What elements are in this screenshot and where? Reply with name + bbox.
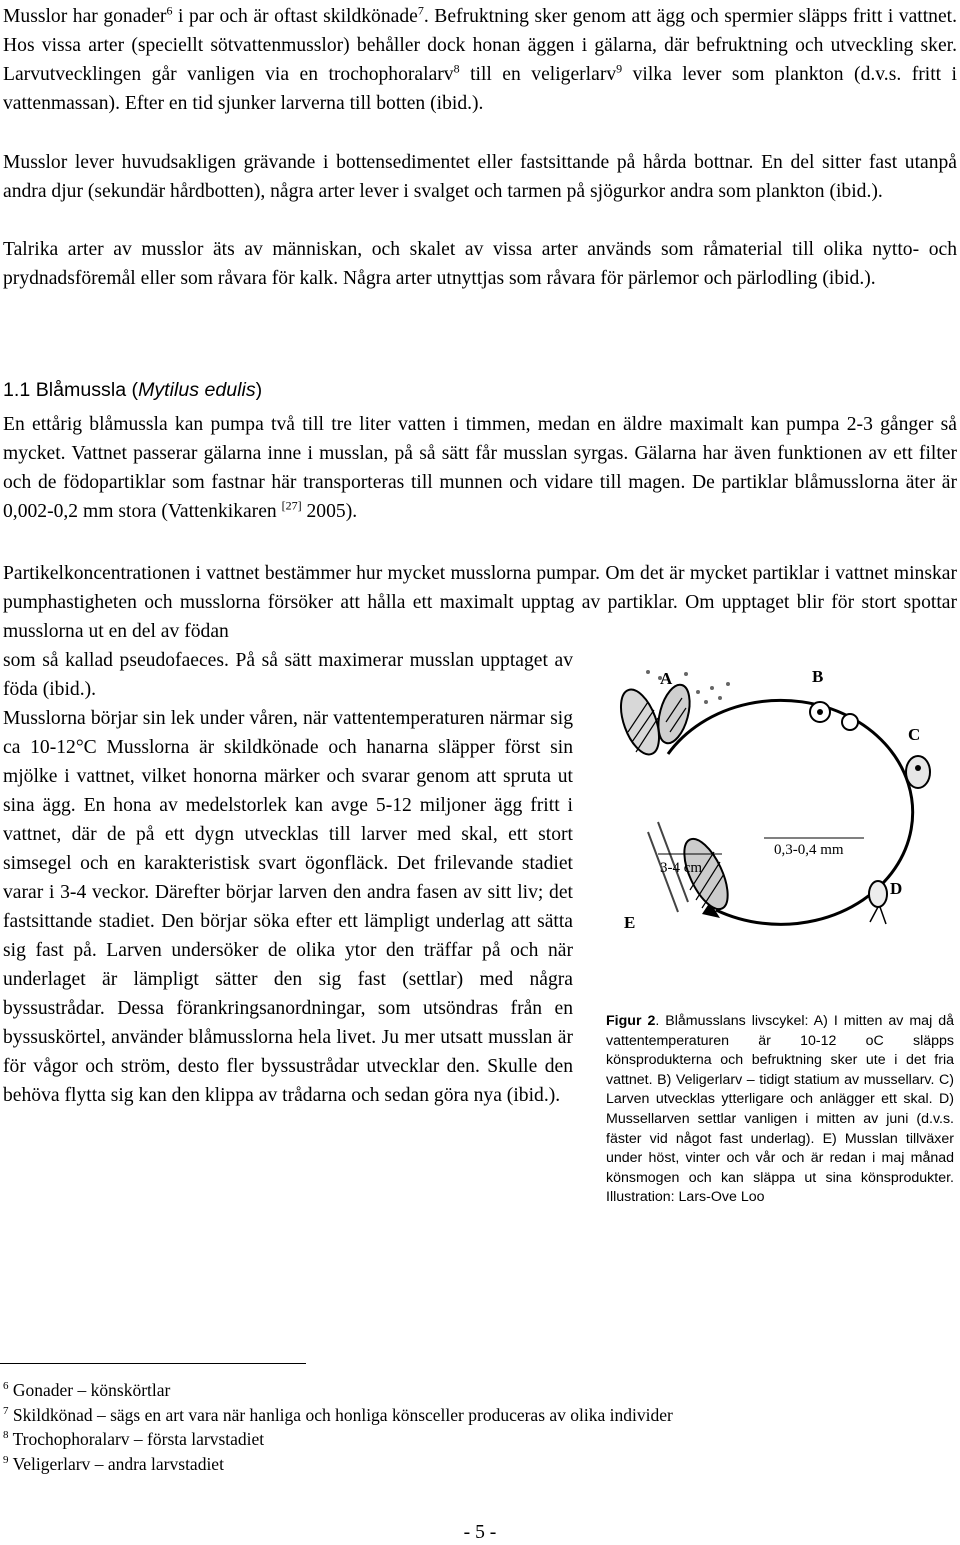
section-number: 1.1 <box>3 379 31 401</box>
footnote-ref-6[interactable]: 6 <box>166 3 173 18</box>
stage-b-veliger-icon <box>810 702 858 730</box>
figure-caption-label: Figur 2 <box>606 1013 656 1029</box>
footnote-6: $^6$ Gonader – könskörtlar <box>3 1380 171 1400</box>
label-d: D <box>890 879 903 898</box>
size-label-larva: 0,3-0,4 mm <box>774 842 844 858</box>
label-e: E <box>624 913 636 932</box>
life-cycle-figure <box>588 662 960 962</box>
footnote-7: $^7$ Skildkönad – sägs en art vara när hanliga och honliga könsceller produceras av olika individer <box>3 1404 673 1425</box>
label-b: B <box>812 667 824 686</box>
section-title: Blåmussla (Mytilus edulis) <box>35 379 263 401</box>
figure-caption: Figur 2. Blåmusslans livscykel: A) I mitten av maj då vattentemperaturen är 10-12 oC släpps könsprodukterna och befruktning sker ute i det fria vattnet. B) Veligerlarv – tidigt statium av mussellarv. C) Larven utvecklas ytterligare och anlägger ett skal. D) Mussellarven settlar vanligen i mitten av juni (d.v.s. fäster vid något fast underlag). E) Musslan tillväxer under höst, vinter och vår och är redan i maj månad könsmogen och kan släppa ut sina könsprodukter. Illustration: Lars-Ove Loo <box>606 1013 954 1206</box>
size-label-adult: 3-4 cm <box>660 860 703 876</box>
paragraph-habitat: Musslor lever huvudsakligen grävande i bottensedimentet eller fastsittande på hårda bottnar. En del sitter fast utanpå andra djur (sekundär hårdbotten), några arter lever i svalget och tarmen på sjögurkor andra som plankton (ibid.). <box>3 152 957 202</box>
label-c: C <box>908 725 921 744</box>
footnote-divider <box>0 1363 306 1364</box>
reference-27[interactable]: [27] <box>281 498 302 513</box>
paragraph-particles-continued: som så kallad pseudofaeces. På så sätt maximerar musslan upptaget av föda (ibid.). <box>3 650 573 700</box>
paragraph-pumping: En ettårig blåmussla kan pumpa två till tre liter vatten i timmen, medan en äldre maximalt kan pumpa 2-3 gånger så mycket. Vattnet passerar gälarna inne i musslan, på så sätt får musslan syrgas. Gälarna har även funktionen av ett filter och de födopartiklar som fastnar här transporteras till munnen och vidare till magen. De partiklar blåmusslorna äter är 0,002-0,2 mm stora (Vattenkikaren [27] 2005). <box>3 414 957 522</box>
life-cycle-illustration <box>588 662 960 962</box>
footnote-8: $^8$ Trochophoralarv – första larvstadiet <box>3 1429 265 1449</box>
footnote-ref-7[interactable]: 7 <box>417 3 424 18</box>
page-number: - 5 - <box>463 1522 497 1543</box>
stage-d-settled-larva-icon <box>869 881 887 924</box>
stage-c-shelled-larva-icon <box>906 756 930 788</box>
label-a: A <box>660 669 673 688</box>
paragraph-spawning: Musslorna börjar sin lek under våren, när vattentemperaturen närmar sig ca 10-12°C Musslorna är skildkönade och hanarna släpper först sin mjölke i vattnet, vilket honorna märker och svarar genom att spruta ut sina ägg. En hona av medelstorlek kan avge 5-12 miljoner ägg fritt i vattnet, där de på ett dygn utvecklas till larver med skal, ett stort simsegel och en karakteristisk svart ögonfläck. Det frilevande stadiet varar i 3-4 veckor. Därefter börjar larven den andra fasen av sitt liv; det fastsittande stadiet. Den börjar söka efter ett lämpligt underlag att sätta sig fast på. Larven undersöker de olika ytor den träffar på och när underlaget är lämpligt sätter den sig fast (settlar) med några byssustrådar. Dessa förankringsanordningar, som utsöndras från en byssuskörtel, använder blåmusslorna hela livet. Ju mer utsatt musslan är för vågor och ström, desto fler byssustrådar utvecklar den. Skulle den behöva flytta sig kan den klippa av trådarna och sedan göra nya (ibid.). <box>3 708 573 1106</box>
paragraph-reproduction: Musslor har gonader$^6$ i par och är oftast skildkönade$^7$. Befruktning sker genom att ägg och spermier släpps fritt i vattnet. Hos vissa arter (speciellt sötvattenmusslor) behåller dock honan äggen i gälarna, där befruktning och utveckling sker. Larvutvecklingen går vanligen via en trochophoralarv$^8$ till en veligerlarv$^9$ vilka lever som plankton (d.v.s. fritt i vattenmassan). Efter en tid sjunker larverna till botten (ibid.). <box>3 3 958 114</box>
section-heading <box>3 378 262 402</box>
paragraph-particles: Partikelkoncentrationen i vattnet bestämmer hur mycket musslorna pumpar. Om det är mycket partiklar i vattnet minskar pumphastigheten och musslorna försöker att hålla ett maximalt upptag av partiklar. Om upptaget blir för stort spottar musslorna ut en del av födan <box>3 563 957 642</box>
footnote-9: $^9$ Veligerlarv – andra larvstadiet <box>3 1453 224 1474</box>
footnote-ref-8[interactable]: 8 <box>453 61 460 76</box>
footnote-ref-9[interactable]: 9 <box>616 61 623 76</box>
paragraph-human-use: Talrika arter av musslor äts av människan, och skalet av vissa arter används som råmaterial till olika nytto- och prydnadsföremål eller som råvara för kalk. Några arter utnyttjas som råvara för pärlemor och pärlodling (ibid.). <box>3 239 957 289</box>
footnotes <box>3 1378 673 1476</box>
